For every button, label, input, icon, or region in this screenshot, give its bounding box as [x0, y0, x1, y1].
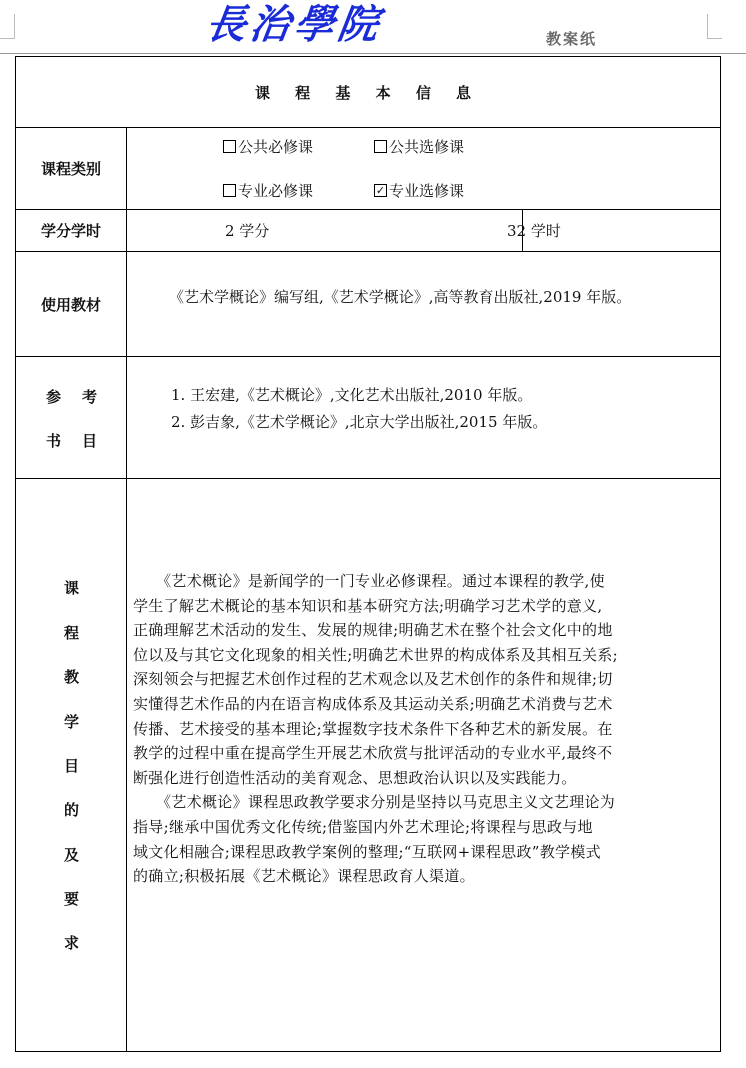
text-line: 传播、艺术接受的基本理论;掌握数字技术条件下各种艺术的新发展。在: [133, 719, 613, 738]
credits-values: [127, 210, 720, 251]
textbook-value: 《艺术学概论》编写组,《艺术学概论》,高等教育出版社,2019 年版。: [169, 288, 632, 306]
checked-checkbox-icon[interactable]: ✓: [375, 183, 386, 197]
college-logo: 長治學院: [202, 1, 386, 48]
header-rule: [0, 53, 746, 54]
label-char: 的: [63, 801, 79, 819]
label-char: 参: [45, 388, 61, 406]
option-public-elective[interactable]: [374, 136, 464, 156]
text-line: 教学的过程中重在提高学生开展艺术欣赏与批评活动的专业水平,最终不: [133, 744, 613, 763]
credits-row: [16, 210, 720, 252]
course-category-options: [127, 128, 720, 209]
course-category-label: 课程类别: [16, 128, 127, 209]
references-label: [16, 357, 127, 478]
option-label: 专业必修课: [238, 181, 314, 200]
option-major-elective[interactable]: [374, 180, 464, 200]
text-line: 学生了解艺术概论的基本知识和基本研究方法;明确学习艺术学的意义,: [133, 596, 603, 615]
textbook-value-cell: [127, 252, 720, 356]
option-public-required[interactable]: [223, 136, 313, 156]
paper-label: 教案纸: [546, 30, 598, 48]
option-label: 专业选修课: [389, 181, 465, 200]
label-char: 课: [63, 579, 79, 597]
label-char: 考: [81, 388, 97, 406]
credits-label: 学分学时: [16, 210, 127, 251]
objectives-row: [16, 479, 720, 1051]
text-line: 实懂得艺术作品的内在语言构成体系及其运动关系;明确艺术消费与艺术: [133, 694, 613, 713]
crop-mark-top-right: [707, 14, 722, 39]
course-info-table: [15, 56, 721, 1052]
label-char: 目: [63, 757, 79, 775]
table-title-row: [16, 57, 720, 128]
course-category-row: [16, 128, 720, 210]
crop-mark-top-left: [0, 14, 15, 39]
references-value-cell: [127, 357, 720, 478]
label-char: 学: [63, 713, 79, 731]
label-char: 书: [45, 432, 61, 450]
references-row: [16, 357, 720, 479]
label-char: 求: [63, 934, 79, 952]
page-header: [0, 0, 746, 56]
textbook-row: [16, 252, 720, 357]
label-char: 目: [81, 432, 97, 450]
label-char: 程: [63, 624, 79, 642]
text-line: 《艺术概论》课程思政教学要求分别是坚持以马克思主义文艺理论为: [133, 793, 616, 812]
hours-value: 32 学时: [507, 222, 561, 240]
checkbox-icon[interactable]: [374, 140, 387, 153]
objectives-label: [16, 479, 127, 1051]
reference-item: 2. 彭吉象,《艺术学概论》,北京大学出版社,2015 年版。: [171, 413, 548, 431]
label-char: 教: [63, 668, 79, 686]
objectives-text: [133, 569, 713, 889]
text-line: 《艺术概论》是新闻学的一门专业必修课程。通过本课程的教学,使: [133, 572, 605, 590]
option-label: 公共选修课: [389, 137, 465, 156]
option-major-required[interactable]: [223, 180, 313, 200]
text-line: 断强化进行创造性活动的美育观念、思想政治认识以及实践能力。: [133, 768, 577, 787]
reference-item: 1. 王宏建,《艺术概论》,文化艺术出版社,2010 年版。: [171, 386, 533, 404]
checkbox-icon[interactable]: [223, 140, 236, 153]
credit-value: 2 学分: [225, 222, 270, 240]
checkbox-icon[interactable]: [223, 184, 236, 197]
objectives-value-cell: [127, 479, 720, 1051]
text-line: 正确理解艺术活动的发生、发展的规律;明确艺术在整个社会文化中的地: [133, 621, 613, 640]
text-line: 的确立;积极拓展《艺术概论》课程思政育人渠道。: [133, 867, 475, 886]
label-char: 要: [63, 890, 79, 908]
textbook-label: 使用教材: [16, 252, 127, 356]
text-line: 域文化相融合;课程思政教学案例的整理;“互联网+课程思政”教学模式: [133, 842, 601, 861]
table-title: 课 程 基 本 信 息: [254, 83, 482, 102]
text-line: 位以及与其它文化现象的相关性;明确艺术世界的构成体系及其相互关系;: [133, 645, 619, 664]
text-line: 深刻领会与把握艺术创作过程的艺术观念以及艺术创作的条件和规律;切: [133, 670, 613, 689]
label-char: 及: [63, 846, 79, 864]
text-line: 指导;继承中国优秀文化传统;借鉴国内外艺术理论;将课程与思政与地: [133, 817, 593, 836]
option-label: 公共必修课: [238, 137, 314, 156]
